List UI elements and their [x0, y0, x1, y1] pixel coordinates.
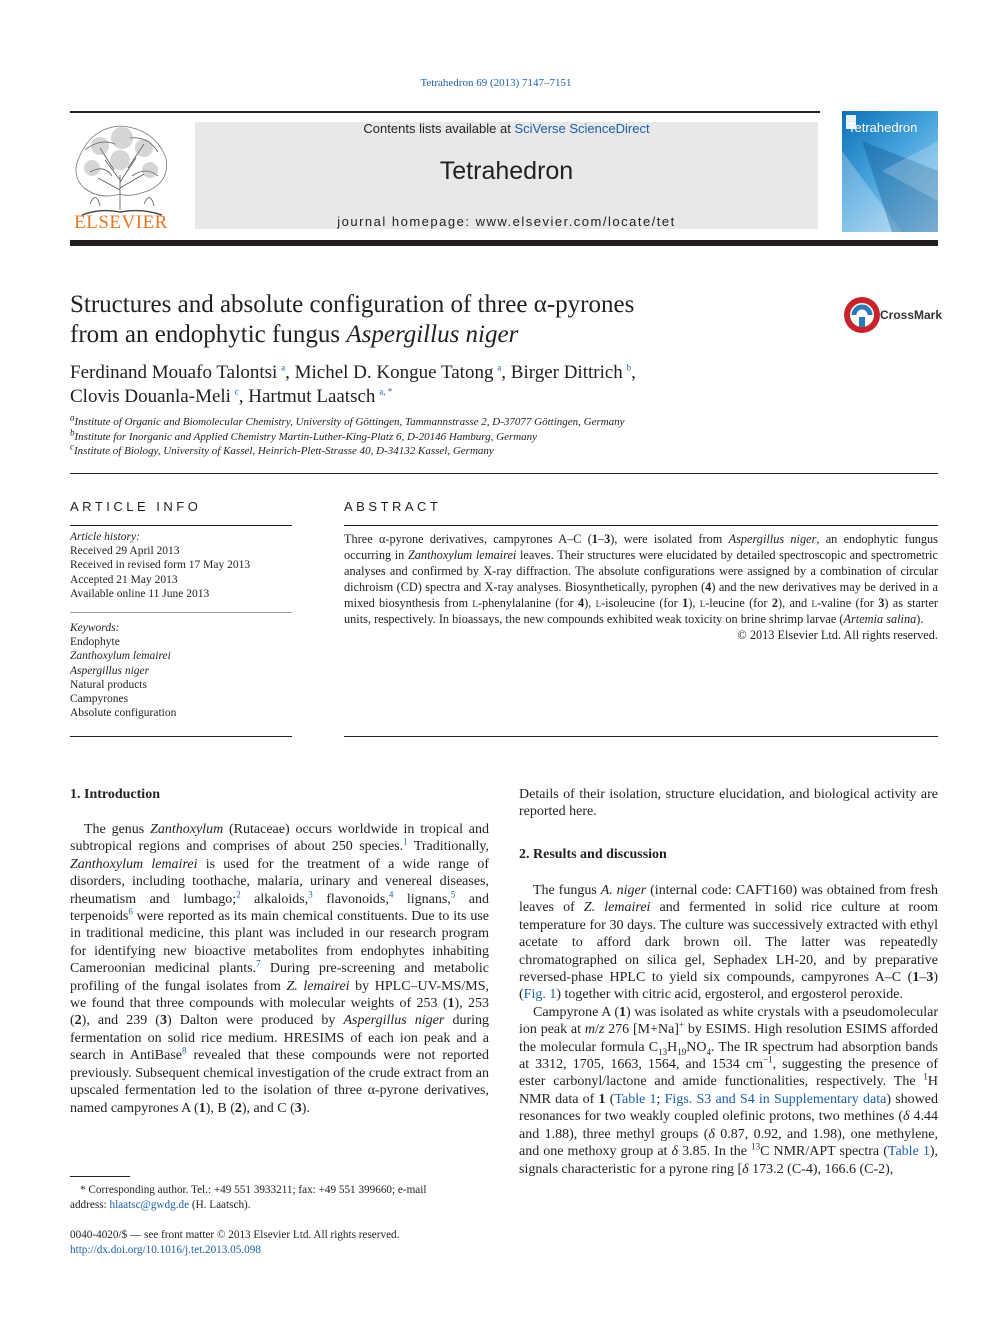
article-info-heading: ARTICLE INFO	[70, 499, 202, 514]
affiliation: $^b$Institute for Inorganic and Applied Chemistry Martin-Luther-King-Platz 6, D-20146 Hamburg, Germany	[70, 427, 538, 443]
footnote-rule	[70, 1176, 130, 1177]
divider	[70, 473, 938, 474]
crossmark-icon[interactable]	[842, 295, 882, 335]
author-affil-link[interactable]: a	[281, 362, 286, 373]
intro-paragraph: The genus Zanthoxylum (Rutaceae) occurs worldwide in tropical and subtropical regions and comprises of about 250 species.$^1$ Traditionally, Zanthoxylum lemairei is used for the treatment of a wide range of disorders, including toothache, malaria, urinary and venereal diseases, rheumatism and lumbago;$^2$ alkaloids,$^3$ flavonoids,$^4$ lignans,$^5$ and terpenoids$^6$ were reported as its main chemical constituents. Due to its use in traditional medicine, this plant was included in our research program for identifying new bioactive metabolites from endophytes inhabiting Cameroonian medicinal plants.$^7$ During pre-screening and metabolic profiling of the fungal isolates from Z. lemairei by HPLC–UV-MS/MS, we found that three compounds with molecular weights of 253 (1), 253 (2), and 239 (3) Dalton were produced by Aspergillus niger during fermentation on solid rice medium. HRESIMS of each ion peak and a search in AntiBase$^8$ revealed that these compounds were not reported previously. Subsequent chemical investigation of the crude extract from an upscaled fermentation led to the isolation of three α-pyrone derivatives, named campyrones A (1), B (2), and C (3).	[70, 822, 490, 1116]
keyword: Endophyte	[70, 636, 120, 649]
author-affil-link[interactable]: c	[234, 386, 239, 397]
affiliation: $^c$Institute of Biology, University of Kassel, Heinrich-Plett-Strasse 40, D-34132 Kassel, Germany	[70, 441, 494, 457]
author-list: Ferdinand Mouafo Talontsi $^a$, Michel D. Kongue Tatong $^a$, Birger Dittrich $^b$, Clovis Douanla-Meli $^c$, Hartmut Laatsch $^{a, *}$	[70, 362, 636, 407]
abstract-text: Three α-pyrone derivatives, campyrones A–C (1–3), were isolated from Aspergillus niger, an endophytic fungus occurring in Zanthoxylum lemairei leaves. Their structures were elucidated by detailed spectroscopic and spectrometric analyses and confirmed by X-ray diffraction. The absolute configurations were assigned by a combination of circular dichroism (CD) spectra and X-ray analyses. Biosynthetically, pyrophen (4) and the new derivatives may be derived in a mixed biosynthesis from l-phenylalanine (for 4), l-isoleucine (for 1), l-leucine (for 2), and l-valine (for 3) as starter units, respectively. In bioassays, the new compounds exhibited weak toxicity on brine shrimp larvae (Artemia salina). © 2013 Elsevier Ltd. All rights reserved.	[344, 532, 939, 642]
keyword: Zanthoxylum lemairei	[70, 650, 171, 663]
author[interactable]: Birger Dittrich	[510, 362, 623, 383]
issn-line: 0040-4020/$ — see front matter © 2013 Elsevier Ltd. All rights reserved. http://dx.doi.org/10.1016/j.tet.2013.05.098	[70, 1229, 400, 1256]
author[interactable]: Hartmut Laatsch	[248, 386, 376, 407]
author-affil-link[interactable]: a, *	[379, 386, 393, 397]
contents-line: Contents lists available at SciVerse ScienceDirect	[363, 121, 650, 136]
divider	[344, 736, 938, 737]
journal-citation[interactable]: Tetrahedron 69 (2013) 7147–7151	[420, 77, 572, 89]
header-thick-rule	[70, 240, 938, 246]
keyword: Aspergillus niger	[70, 664, 150, 677]
keyword: Absolute configuration	[70, 707, 177, 720]
article-history: Article history: Received 29 April 2013 Received in revised form 17 May 2013 Accepted 21 May 2013 Available online 11 June 2013	[70, 531, 251, 600]
author[interactable]: Ferdinand Mouafo Talontsi	[70, 362, 278, 383]
author[interactable]: Clovis Douanla-Meli	[70, 386, 231, 407]
abstract-heading: ABSTRACT	[344, 499, 442, 514]
keyword: Natural products	[70, 678, 147, 691]
sciencedirect-link[interactable]: SciVerse ScienceDirect	[514, 121, 650, 136]
section-heading-introduction: 1. Introduction	[70, 787, 160, 802]
homepage-link[interactable]: www.elsevier.com/locate/tet	[475, 214, 676, 229]
author-affil-link[interactable]: a	[497, 362, 502, 373]
elsevier-wordmark: ELSEVIER	[74, 212, 168, 233]
divider	[344, 525, 938, 526]
affiliation: $^a$Institute of Organic and Biomolecular Chemistry, University of Göttingen, Tammannstrasse 2, D-37077 Göttingen, Germany	[70, 412, 625, 428]
divider	[70, 736, 292, 737]
corresponding-footnote: * Corresponding author. Tel.: +49 551 3933211; fax: +49 551 399660; e-mail address: hlaatsc@gwdg.de (H. Laatsch).	[70, 1184, 427, 1211]
intro-continuation: Details of their isolation, structure elucidation, and biological activity are reported here.	[519, 787, 938, 820]
results-paragraph: The fungus A. niger (internal code: CAFT160) was obtained from fresh leaves of Z. lemairei and fermented in solid rice culture at room temperature for 30 days. The culture was successively extracted with ethyl acetate to afford dark brown oil. The latter was repeatedly chromatographed on silica gel, Sephadex LH-20, and by preparative reversed-phase HPLC to yield six compounds, campyrones A–C (1–3) (Fig. 1) together with citric acid, ergosterol, and ergosterol peroxide. Campyrone A (1) was isolated as white crystals with a pseudomolecular ion peak at m/z 276 [M+Na]+ by ESIMS. High resolution ESIMS afforded the molecular formula $C_{13}H_{19}NO_4$. The IR spectrum had absorption bands at 3312, 1705, 1663, 1564, and 1534 $cm^{-1}$, suggesting the presence of ester carbonyl/lactone and amide functionalities, respectively. The $^1$H NMR data of 1 (Table 1; Figs. S3 and S4 in Supplementary data) showed resonances for two weakly coupled olefinic protons, two methines (δ 4.44 and 1.88), three methyl groups (δ 0.87, 0.92, and 1.98), one methylene, and one methoxy group at δ 3.85. In the $^{13}$C NMR/APT spectra (Table 1), signals characteristic for a pyrone ring [δ 173.2 (C-4), 166.6 (C-2),	[519, 883, 939, 1177]
section-heading-results: 2. Results and discussion	[519, 847, 667, 862]
email-link[interactable]: hlaatsc@gwdg.de	[109, 1198, 190, 1211]
keywords: Keywords: Endophyte Zanthoxylum lemairei Aspergillus niger Natural products Campyrones Absolute configuration	[70, 621, 292, 720]
copyright: © 2013 Elsevier Ltd. All rights reserved.	[737, 628, 938, 642]
author-affil-link[interactable]: b	[626, 362, 632, 373]
crossmark-label[interactable]: CrossMark	[880, 308, 943, 322]
journal-title: Tetrahedron	[439, 157, 574, 185]
author[interactable]: Michel D. Kongue Tatong	[294, 362, 494, 383]
keyword: Campyrones	[70, 693, 129, 706]
cover-title: Tetrahedron	[848, 120, 918, 135]
divider	[70, 525, 292, 526]
doi-link[interactable]: http://dx.doi.org/10.1016/j.tet.2013.05.098	[70, 1243, 261, 1256]
header-rule	[70, 111, 820, 113]
divider	[70, 612, 292, 613]
article-title: Structures and absolute configuration of three α-pyrones from an endophytic fungus Aspergillus niger	[70, 291, 635, 348]
journal-homepage: journal homepage: www.elsevier.com/locate/tet	[337, 214, 676, 229]
